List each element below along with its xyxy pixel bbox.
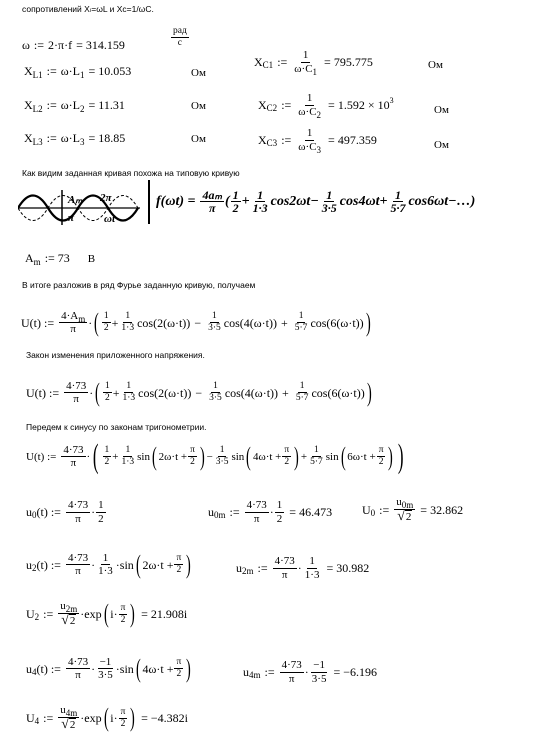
xl3-equation: X L3 := ω·L 3 = 18.85 [24, 131, 126, 147]
sine-text: Передем к синусу по законам тригонометрии. [26, 422, 207, 432]
U0-equation: U 0 := $u_{0m}$ √ 2 = 32.862 [362, 496, 464, 524]
omega-unit: $\frac{\text{рад}}{с}$ [173, 26, 187, 48]
xl1-unit: Ом [191, 67, 206, 79]
u1-equation: U(t) := $\frac{4\cdot A_m}{\pi}$ · ( $\frac{1}{2}$ + $\frac{1}{1\cdot 3}$ cos(2(ω·t)) − $\frac{1}{3\cdot 5}$ cos(4(ω·t)) + $\frac{1}{5\cdot 7}$ cos(6(ω·t)) ) [21, 308, 371, 337]
xc1-equation: X C1 := $\frac{1}{\omega\cdot C_1}$ = 795.775 [254, 49, 373, 77]
law-text: Закон изменения приложенного напряжения. [26, 350, 205, 360]
xc3-equation: X C3 := $\frac{1}{\omega\cdot C_3}$ = 497.359 [258, 127, 377, 155]
u4h-equation: u 4 (t) := $\frac{4\cdot 73}{\pi}$ · $\frac{-1}{3\cdot 5}$ · sin ( 4ω·t + $\frac{\pi}{2}$ ) [26, 654, 191, 683]
fourier-text: В итоге разложив в ряд Фурье заданную кривую, получаем [22, 280, 256, 290]
U2-equation: U 2 := $u_{2m}$ √ 2 ·exp ( i· $\frac{\pi}{2}$ ) = 21.908i [26, 599, 188, 629]
xc2-equation: X C2 := $\frac{1}{\omega\cdot C_2}$ = 1.592 × 10 3 [258, 92, 394, 120]
wave-label-wt: ωt [104, 213, 116, 225]
u4m-equation: u 4m := $\frac{4\cdot 73}{\pi}$ · $\frac{-1}{3\cdot 5}$ = −6.196 [243, 659, 378, 685]
xl2-unit: Ом [191, 100, 206, 112]
xl1-equation: X L1 := ω·L 1 = 10.053 [24, 64, 132, 80]
wave-label-2pi: 2π [100, 192, 112, 204]
u0-equation: u 0 (t) := $\frac{4\cdot 73}{\pi}$ · $\frac{1}{2}$ [26, 499, 104, 525]
wave-label-am: Aₘ [68, 194, 83, 206]
fourier-standard-formula: f(ωt) = $\frac{\text{4aₘ}}{\pi}$ ( $\frac{1}{2}$ + $\frac{1}{1\cdot 3}$ cos2ωt − $\frac{1}{3\cdot 5}$ cos4ωt + $\frac{1}{5\cdot 7}$ cos6ωt − …) [148, 180, 475, 224]
u2m-equation: u 2m := $\frac{4\cdot 73}{\pi}$ · $\frac{1}{1\cdot 3}$ = 30.982 [236, 555, 370, 581]
U4-equation: U 4 := $u_{4m}$ √ 2 ·exp ( i· $\frac{\pi}{2}$ ) = −4.382i [26, 703, 188, 733]
omega-equation: ω := 2·π·f = 314.159 [22, 38, 125, 52]
wave-label-pi: π [68, 212, 75, 224]
curve-text: Как видим заданная кривая похожа на типовую кривую [22, 168, 240, 178]
u0m-equation: u 0m := $\frac{4\cdot 73}{\pi}$ · $\frac{1}{2}$ = 46.473 [208, 499, 333, 525]
waveform-sketch [18, 185, 140, 231]
xc3-unit: Ом [434, 139, 449, 151]
u2h-equation: u 2 (t) := $\frac{4\cdot 73}{\pi}$ · $\frac{1}{1\cdot 3}$ · sin ( 2ω·t + $\frac{\pi}{2}$ ) [26, 550, 191, 579]
am-equation: A m := 73 В [25, 251, 96, 267]
u3-equation: U(t) := $\frac{4\cdot 73}{\pi}$ · ( $\frac{1}{2}$ + $\frac{1}{1\cdot 3}$ sin ( 2ω·t + $\frac{\pi}{2}$ ) − $\frac{1}{3\cdot 5}$ sin ( 4ω·t + $\frac{\pi}{2}$ ) + $\frac{1}{5\cdot 7}$ sin ( 6ω·t + $\frac{\pi}{2}$ ) ) [26, 438, 404, 475]
xl3-unit: Ом [191, 133, 206, 145]
xl2-equation: X L2 := ω·L 2 = 11.31 [24, 98, 125, 114]
xc2-unit: Ом [434, 104, 449, 116]
u2-equation: U(t) := $\frac{4\cdot 73}{\pi}$ · ( $\frac{1}{2}$ + $\frac{1}{1\cdot 3}$ cos(2(ω·t)) − $\frac{1}{3\cdot 5}$ cos(4(ω·t)) + $\frac{1}{5\cdot 7}$ cos(6(ω·t)) ) [26, 378, 372, 407]
intro-text: сопротивлений Xₗ=ωL и Xᴄ=1/ωC. [22, 4, 154, 14]
xc1-unit: Ом [428, 59, 443, 71]
